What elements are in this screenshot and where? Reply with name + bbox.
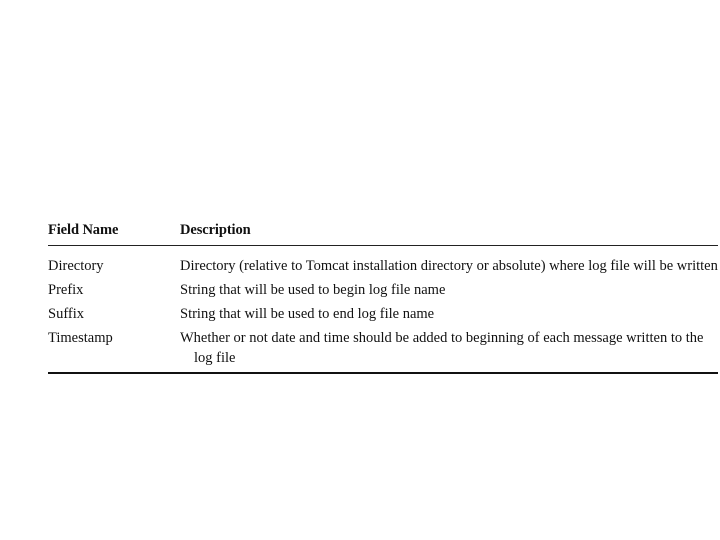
row-field-name: Directory bbox=[48, 258, 104, 274]
row-description bbox=[180, 278, 718, 302]
row-field-name: Suffix bbox=[48, 306, 84, 322]
row-description-text: String that will be used to end log file name bbox=[180, 306, 435, 322]
row-description bbox=[180, 302, 718, 326]
table-header-row bbox=[48, 218, 718, 245]
field-description-table bbox=[48, 218, 718, 374]
header-description: Description bbox=[180, 222, 251, 238]
table-bottom-rule bbox=[48, 372, 718, 374]
row-description bbox=[180, 254, 718, 278]
row-description-text: String that will be used to begin log file name bbox=[180, 282, 446, 298]
table-row bbox=[48, 254, 718, 278]
row-field-name: Timestamp bbox=[48, 330, 113, 346]
row-description-text: Directory (relative to Tomcat installation directory or absolute) where log file will be written bbox=[180, 258, 718, 274]
table-row bbox=[48, 326, 718, 368]
table-body bbox=[48, 246, 718, 372]
table-row bbox=[48, 278, 718, 302]
row-description-continuation: log file bbox=[194, 350, 236, 366]
table-row bbox=[48, 302, 718, 326]
row-field-name: Prefix bbox=[48, 282, 84, 298]
header-field-name: Field Name bbox=[48, 222, 119, 238]
row-description-text: Whether or not date and time should be added to beginning of each message written to the bbox=[180, 330, 704, 346]
row-description bbox=[180, 326, 718, 368]
